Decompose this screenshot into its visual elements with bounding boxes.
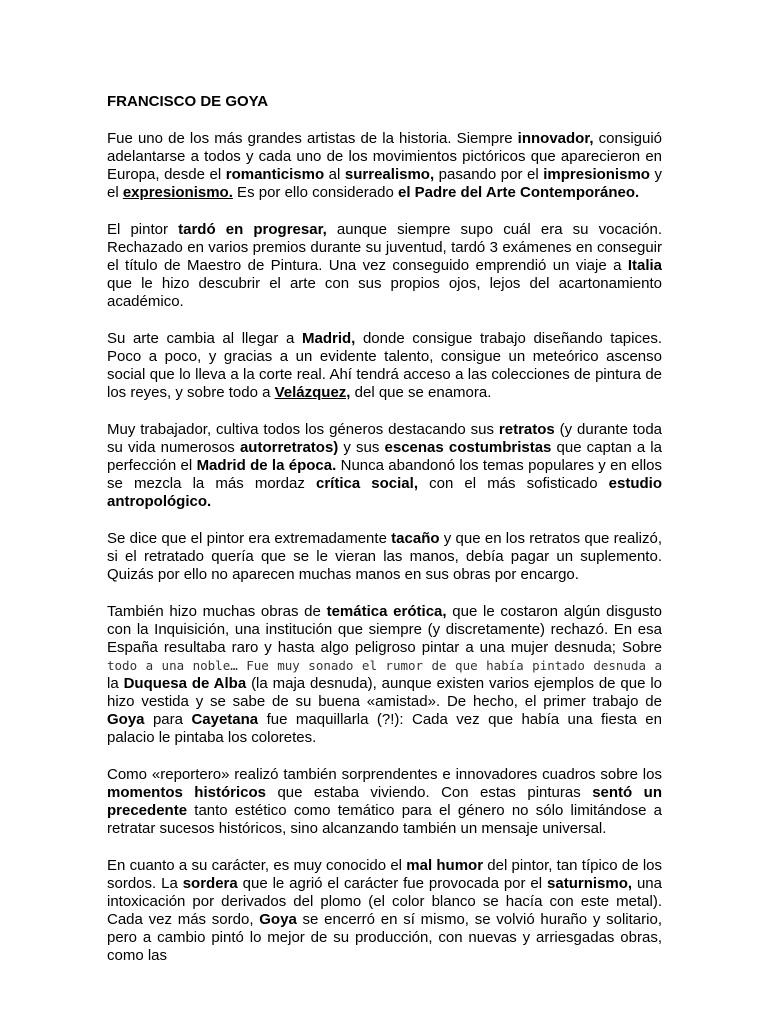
text-run: (y durante toda su vida numerosos [107, 421, 662, 456]
emphasized-text: retratos [498, 421, 555, 438]
text-run: El pintor [107, 221, 179, 238]
emphasized-text: Madrid de la época. [196, 457, 337, 474]
paragraph-3 [107, 330, 662, 402]
paragraph-7 [107, 766, 662, 838]
text-run: y sus [338, 439, 385, 456]
text-run: tanto estético como temático para el género no sólo limitándose a retratar sucesos históricos, sino alcanzando también un mensaje universal. [107, 802, 662, 837]
text-run: que le agrió el carácter fue provocada por el [237, 875, 548, 892]
paragraph-4 [107, 421, 662, 511]
text-run: Su arte cambia al llegar a [107, 330, 302, 347]
emphasized-text: Italia [627, 257, 662, 274]
emphasized-text: Cayetana [191, 711, 259, 728]
document-body [107, 130, 662, 965]
text-run: y que en los retratos que realizó, si el retratado quería que se le vieran las manos, debía pagar un suplemento. Quizás por ello no aparecen muchas manos en sus obras por encargo. [107, 530, 662, 583]
emphasized-text: tacaño [391, 530, 440, 547]
text-run: se encerró en sí mismo, se volvió huraño y solitario, pero a cambio pintó lo mejor de su producción, con nuevas y arriesgadas obras, como las [107, 911, 662, 964]
emphasized-text: tardó en progresar, [178, 221, 327, 238]
text-run: la [107, 675, 124, 692]
text-run: y el [107, 166, 663, 201]
emphasized-text: surrealismo, [344, 166, 435, 183]
text-run: También hizo muchas obras de [107, 603, 327, 620]
document-title: FRANCISCO DE GOYA [107, 93, 269, 110]
emphasized-text: momentos históricos [107, 784, 266, 801]
emphasized-text: Duquesa de Alba [123, 675, 247, 692]
emphasized-text: crítica social, [315, 475, 418, 492]
text-run: del que se enamora. [350, 384, 492, 401]
text-run: para [144, 711, 192, 728]
emphasized-text: impresionismo [543, 166, 650, 183]
text-run: donde consigue trabajo diseñando tapices. Poco a poco, y gracias a un evidente talento, consigue un meteórico ascenso social que lo lleva a la corte real. Ahí tendrá acceso a las colecciones de pintura de los reyes, y sobre todo a [107, 330, 662, 401]
emphasized-text: sentó un precedente [107, 784, 662, 819]
emphasized-text: saturnismo, [547, 875, 633, 892]
paragraph-2 [107, 221, 662, 311]
text-run: aunque siempre supo cuál era su vocación. Rechazado en varios premios durante su juventud, tardó 3 exámenes en conseguir el título de Maestro de Pintura. Una vez conseguido emprendió un viaje a [107, 221, 662, 274]
text-run: que le hizo descubrir el arte con sus propios ojos, lejos del acartonamiento académico. [107, 275, 662, 310]
paragraph-5 [107, 530, 662, 584]
emphasized-text: temática erótica, [326, 603, 447, 620]
emphasized-text: romanticismo [225, 166, 325, 183]
emphasized-text: Madrid, [302, 330, 356, 347]
emphasized-text: el Padre del Arte Contemporáneo. [398, 184, 640, 201]
text-run: una intoxicación por derivados del plomo (el color blanco se hacía con este metal). Cada vez más sordo, [107, 875, 662, 928]
text-run: Se dice que el pintor era extremadamente [107, 530, 392, 547]
text-run: al [324, 166, 345, 183]
paragraph-1 [107, 130, 662, 202]
text-run: Fue uno de los más grandes artistas de la historia. Siempre [107, 130, 518, 147]
text-run: pasando por el [434, 166, 544, 183]
emphasized-text: mal humor [406, 857, 484, 874]
emphasized-text: Velázquez, [274, 384, 351, 401]
text-run: Nunca abandonó los temas populares y en ellos se mezcla la más mordaz [107, 457, 663, 492]
emphasized-text: innovador, [517, 130, 594, 147]
emphasized-text: Goya [259, 911, 297, 928]
text-run: En cuanto a su carácter, es muy conocido el [107, 857, 407, 874]
text-run: que captan a la perfección el [107, 439, 662, 474]
text-run: Muy trabajador, cultiva todos los géneros destacando sus [107, 421, 499, 438]
emphasized-text: autorretratos) [239, 439, 339, 456]
text-run: que le costaron algún disgusto con la Inquisición, una institución que siempre (y discretamente) rechazó. En esa España resultaba raro y hasta algo peligroso pintar a una mujer desnuda; Sobre [107, 603, 662, 656]
text-run: Es por ello considerado [232, 184, 398, 201]
paragraph-8 [107, 857, 662, 965]
emphasized-text: expresionismo. [122, 184, 233, 201]
paragraph-6 [107, 603, 662, 747]
text-run: que estaba viviendo. Con estas pinturas [265, 784, 593, 801]
emphasized-text: estudio antropológico. [107, 475, 662, 510]
text-run: Como «reportero» realizó también sorprendentes e innovadores cuadros sobre los [107, 766, 662, 783]
text-run: con el más sofisticado [418, 475, 609, 492]
emphasized-text: escenas costumbristas [384, 439, 552, 456]
emphasized-text: Goya [107, 711, 145, 728]
emphasized-text: sordera [182, 875, 238, 892]
text-run: (la maja desnuda), aunque existen varios ejemplos de que lo hizo vestida y se sabe de su buena «amistad». De hecho, el primer trabajo de [107, 675, 663, 710]
emphasized-text: todo a una noble… Fue muy sonado el rumor de que había pintado desnuda a [107, 658, 662, 673]
text-run: fue maquillarla (?!): Cada vez que había una fiesta en palacio le pintaba los coloretes. [107, 711, 662, 746]
text-run: del pintor, tan típico de los sordos. La [107, 857, 662, 892]
text-run: consiguió adelantarse a todos y cada uno de los movimientos pictóricos que aparecieron en Europa, desde el [107, 130, 663, 183]
